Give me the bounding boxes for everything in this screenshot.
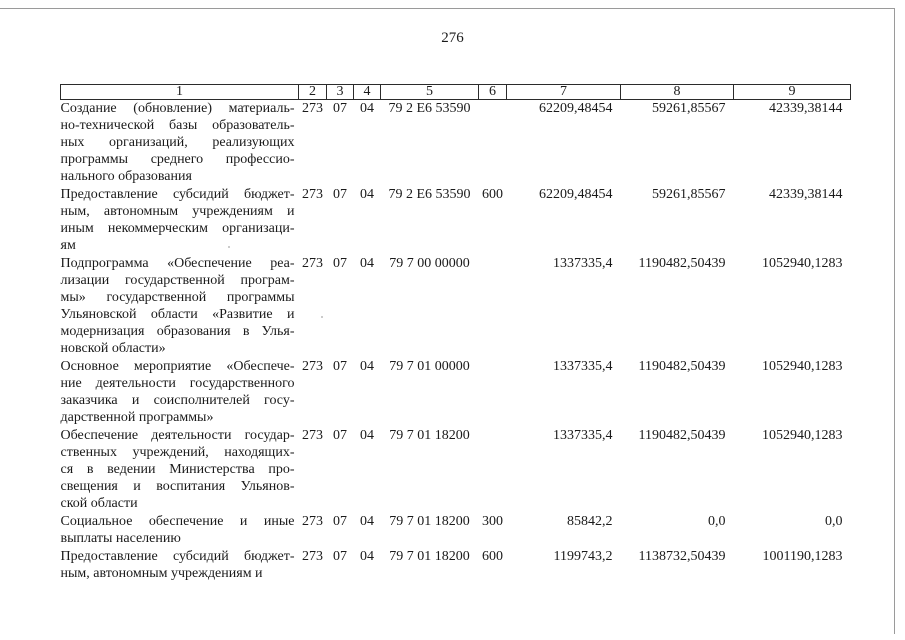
amount-cell-9: 0,0	[825, 514, 843, 529]
table-body	[61, 100, 851, 584]
code-cell-3: 07	[333, 359, 347, 374]
scan-speck	[321, 316, 323, 318]
amount-cell-8: 1190482,50439	[638, 256, 726, 271]
row-name-line: иным некоммерческим организаци-	[60, 221, 295, 236]
row-name-line: выплаты населению	[60, 531, 181, 546]
row-name-line: ям	[60, 238, 76, 253]
code-cell-4: 04	[360, 187, 374, 202]
code-cell-3: 07	[333, 514, 347, 529]
table-row	[61, 186, 851, 255]
row-name-cell	[61, 255, 299, 358]
column-header-6: 6	[479, 85, 507, 100]
table-row	[61, 358, 851, 427]
row-name-cell	[61, 427, 299, 513]
page-frame-top-line	[0, 8, 895, 9]
amount-cell-9: 42339,38144	[769, 101, 843, 116]
code-cell-2: 273	[302, 101, 323, 116]
code-cell-2: 273	[302, 256, 323, 271]
code-cell-2: 273	[302, 187, 323, 202]
code-cell-6: 600	[482, 187, 503, 202]
table-header	[61, 85, 851, 100]
amount-cell-8: 1190482,50439	[638, 359, 726, 374]
amount-cell-9: 1052940,1283	[762, 428, 843, 443]
code-cell-3: 07	[333, 428, 347, 443]
amount-cell-8: 59261,85567	[652, 101, 726, 116]
column-header-4: 4	[354, 85, 381, 100]
row-name-cell	[61, 358, 299, 427]
code-cell-4: 04	[360, 101, 374, 116]
amount-cell-8: 0,0	[708, 514, 726, 529]
amount-cell-7: 85842,2	[567, 514, 613, 529]
amount-cell-7: 1337335,4	[553, 428, 613, 443]
code-cell-2: 273	[302, 514, 323, 529]
row-name-line: Предоставление субсидий бюджет-	[60, 549, 295, 564]
row-name-line: ным, автономным учреждениям и	[60, 566, 263, 581]
table-row	[61, 548, 851, 583]
amount-cell-7: 1199743,2	[553, 549, 613, 564]
row-name-line: Социальное обеспечение и иные	[60, 514, 295, 529]
column-header-1: 1	[61, 85, 299, 100]
code-cell-5: 79 7 01 18200	[389, 428, 470, 443]
row-name-line: мы» государственной программы	[60, 290, 295, 305]
code-cell-5: 79 7 01 00000	[389, 359, 470, 374]
code-cell-6	[479, 100, 507, 187]
code-cell-4: 04	[360, 256, 374, 271]
column-header-3: 3	[327, 85, 354, 100]
row-name-line: ся в ведении Министерства про-	[60, 462, 295, 477]
row-name-line: лизации государственной програм-	[60, 273, 295, 288]
code-cell-2: 273	[302, 359, 323, 374]
page-number: 276	[441, 30, 464, 46]
table-row	[61, 427, 851, 513]
amount-cell-7: 62209,48454	[539, 101, 613, 116]
row-name-cell	[61, 548, 299, 583]
code-cell-5: 79 2 Е6 53590	[388, 187, 471, 202]
header-row	[61, 85, 851, 100]
table-row	[61, 100, 851, 187]
scan-speck	[228, 246, 230, 248]
code-cell-4: 04	[360, 549, 374, 564]
column-header-8: 8	[621, 85, 734, 100]
code-cell-5: 79 7 01 18200	[389, 514, 470, 529]
amount-cell-7: 1337335,4	[553, 256, 613, 271]
amount-cell-8: 1138732,50439	[638, 549, 726, 564]
code-cell-4: 04	[360, 514, 374, 529]
code-cell-4: 04	[360, 428, 374, 443]
code-cell-3: 07	[333, 256, 347, 271]
amount-cell-9: 1001190,1283	[762, 549, 843, 564]
code-cell-4: 04	[360, 359, 374, 374]
row-name-line: Создание (обновление) материаль-	[60, 101, 295, 116]
code-cell-5: 79 7 00 00000	[389, 256, 470, 271]
row-name-cell	[61, 513, 299, 548]
table-row	[61, 255, 851, 358]
row-name-cell	[61, 186, 299, 255]
amount-cell-7: 1337335,4	[553, 359, 613, 374]
column-header-2: 2	[299, 85, 327, 100]
amount-cell-7: 62209,48454	[539, 187, 613, 202]
row-name-cell	[61, 100, 299, 187]
row-name-line: дарственной программы»	[60, 410, 214, 425]
row-name-line: Обеспечение деятельности государ-	[60, 428, 295, 443]
row-name-line: Предоставление субсидий бюджет-	[60, 187, 295, 202]
page-frame-right-line	[894, 8, 895, 634]
row-name-line: ской области	[60, 496, 138, 511]
code-cell-2: 273	[302, 428, 323, 443]
amount-cell-8: 59261,85567	[652, 187, 726, 202]
row-name-line: Подпрограмма «Обеспечение реа-	[60, 256, 295, 271]
code-cell-3: 07	[333, 101, 347, 116]
row-name-line: ным, автономным учреждениям и	[60, 204, 295, 219]
table-row	[61, 513, 851, 548]
code-cell-6	[479, 427, 507, 513]
code-cell-5: 79 2 Е6 53590	[388, 101, 471, 116]
row-name-line: новской области»	[60, 341, 166, 356]
code-cell-2: 273	[302, 549, 323, 564]
code-cell-6: 300	[482, 514, 503, 529]
budget-table-container	[60, 84, 850, 583]
row-name-line: заказчика и соисполнителей госу-	[60, 393, 295, 408]
row-name-line: ние деятельности государственного	[60, 376, 295, 391]
budget-table	[60, 84, 851, 583]
code-cell-6	[479, 255, 507, 358]
column-header-7: 7	[507, 85, 621, 100]
row-name-line: Основное мероприятие «Обеспече-	[60, 359, 295, 374]
amount-cell-9: 42339,38144	[769, 187, 843, 202]
column-header-5: 5	[381, 85, 479, 100]
row-name-line: свещения и воспитания Ульянов-	[60, 479, 295, 494]
row-name-line: ственных учреждений, находящих-	[60, 445, 295, 460]
amount-cell-9: 1052940,1283	[762, 256, 843, 271]
code-cell-6: 600	[482, 549, 503, 564]
amount-cell-9: 1052940,1283	[762, 359, 843, 374]
row-name-line: Ульяновской области «Развитие и	[60, 307, 295, 322]
row-name-line: программы среднего профессио-	[60, 152, 295, 167]
row-name-line: но-технической базы образователь-	[60, 118, 295, 133]
code-cell-5: 79 7 01 18200	[389, 549, 470, 564]
code-cell-3: 07	[333, 549, 347, 564]
code-cell-6	[479, 358, 507, 427]
row-name-line: нального образования	[60, 169, 192, 184]
amount-cell-8: 1190482,50439	[638, 428, 726, 443]
row-name-line: модернизация образования в Улья-	[60, 324, 295, 339]
code-cell-3: 07	[333, 187, 347, 202]
column-header-9: 9	[734, 85, 851, 100]
row-name-line: ных организаций, реализующих	[60, 135, 295, 150]
